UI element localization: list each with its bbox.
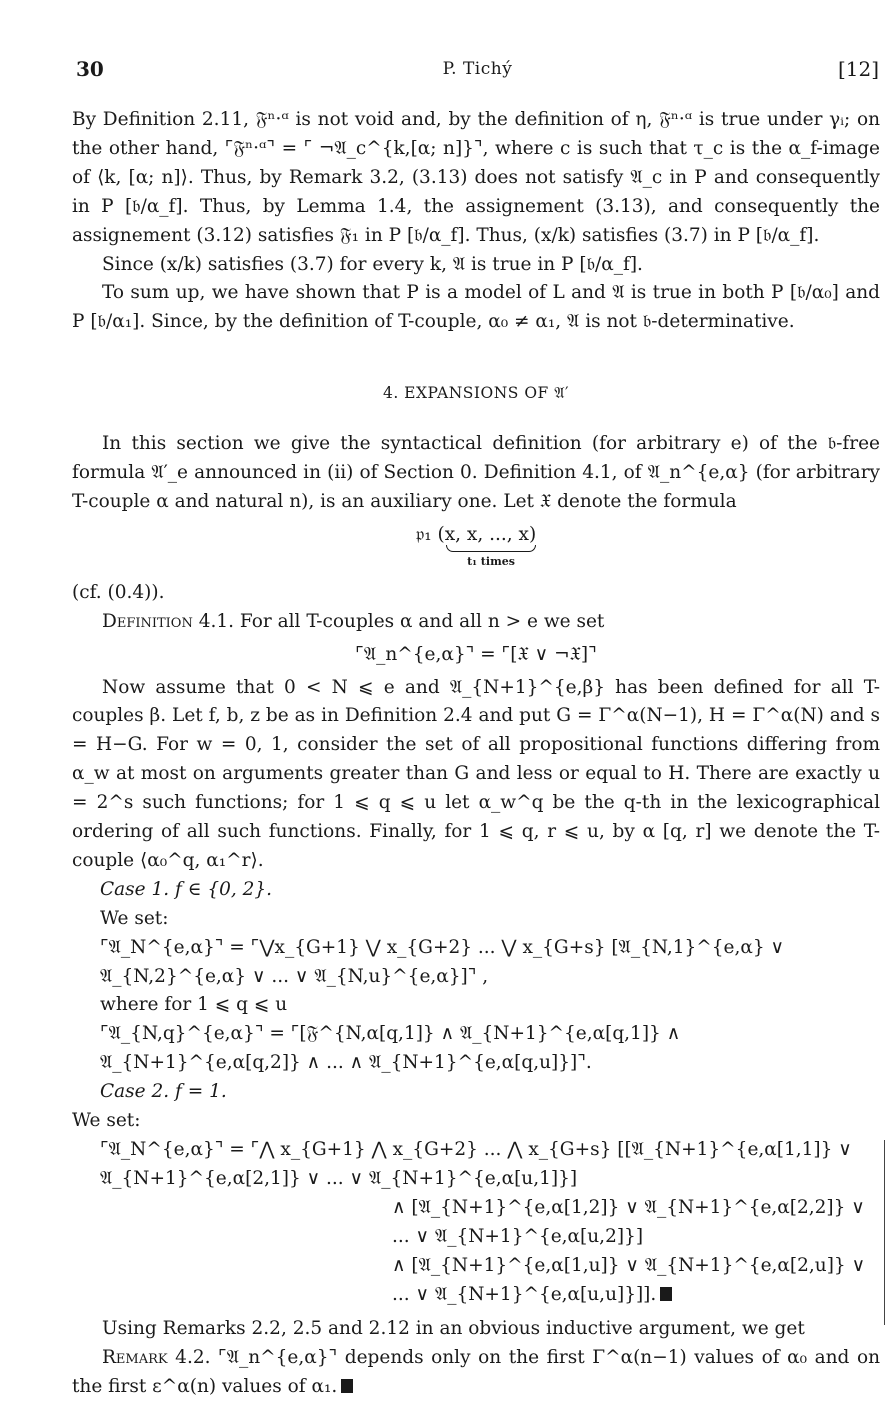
case-1-label: Case 1. f ∈ {0, 2}. bbox=[100, 878, 273, 900]
definition-4-1 bbox=[72, 608, 880, 637]
case-2-formula-3-line bbox=[72, 1252, 880, 1310]
end-of-proof-mark bbox=[660, 1287, 672, 1301]
case-1-formula-1: ⌜𝔄_N^{e,α}⌝ = ⌜⋁x_{G+1} ⋁ x_{G+2} ... ⋁ x_{G+s} [𝔄_{N,1}^{e,α} ∨ 𝔄_{N,2}^{e,α} ∨ ... ∨ 𝔄_{N,u}^{e,α}]⌝ , bbox=[100, 936, 785, 987]
underbrace bbox=[446, 545, 536, 552]
case-1-formula-2: ⌜𝔄_{N,q}^{e,α}⌝ = ⌜[𝔉^{N,α[q,1]} ∧ 𝔄_{N+1}^{e,α[q,1]} ∧ 𝔄_{N+1}^{e,α[q,2]} ∧ ... ∧ 𝔄_{N+1}^{e,α[q,u]}]⌝. bbox=[100, 1023, 681, 1074]
paragraph-now-assume: Now assume that 0 < N ⩽ e and 𝔄_{N+1}^{e,β} has been defined for all T-couples β. Let f, b, z be as in Definition 2.4 and put G = Γ^α(N−1), H = Γ^α(N) and s = H−G. For w = 0, 1, consider the set of all propositional functions differing from α_w at most on arguments greater than G and less or equal to H. There are exactly u = 2^s such functions; for 1 ⩽ q ⩽ u let α_w^q be the q-th in the lexicographical ordering of all such functions. Finally, for 1 ⩽ q, r ⩽ u, by α [q, r] we denote the T-couple ⟨α₀^q, α₁^r⟩. bbox=[72, 676, 880, 871]
underbrace-label: t₁ times bbox=[467, 554, 515, 568]
underbrace-group bbox=[416, 525, 536, 572]
case-2-label: Case 2. f = 1. bbox=[100, 1081, 227, 1103]
case-2-formula-2: ∧ [𝔄_{N+1}^{e,α[1,2]} ∨ 𝔄_{N+1}^{e,α[2,2]} ∨ ... ∨ 𝔄_{N+1}^{e,α[u,2]}] bbox=[392, 1196, 865, 1247]
page-body bbox=[72, 106, 880, 1402]
definition-label: Definition 4.1. bbox=[102, 610, 235, 632]
section-title: 4. EXPANSIONS OF 𝔄′ bbox=[382, 384, 570, 403]
paragraph-definition-2-11: By Definition 2.11, 𝔉ⁿ·ᵅ is not void and, by the definition of η, 𝔉ⁿ·ᵅ is true under γᵢ; on the other hand, ⌜𝔉ⁿ·ᵅ⌝ = ⌜ ¬𝔄_c^{k,[α; n]}⌝, where c is such that τ_c is the α_f-image of ⟨k, [α; n]⟩. Thus, by Remark 3.2, (3.13) does not satisfy 𝔄_c in P and consequently in P [𝔟/α_f]. Thus, by Lemma 1.4, the assignement (3.13), and consequently the assignement (3.12) satisfies 𝔉₁ in P [𝔟/α_f]. Thus, (x/k) satisfies (3.7) in P [𝔟/α_f]. bbox=[72, 109, 880, 246]
formula-x bbox=[72, 525, 880, 575]
cf-reference: (cf. (0.4)). bbox=[72, 581, 165, 603]
page-number: 30 bbox=[76, 57, 104, 81]
we-set-2: We set: bbox=[72, 1110, 141, 1132]
remark-label: Remark 4.2. bbox=[102, 1347, 211, 1369]
definition-formula: ⌜𝔄_n^{e,α}⌝ = ⌜[𝔛 ∨ ¬𝔛]⌝ bbox=[355, 643, 597, 665]
remark-text: ⌜𝔄_n^{e,α}⌝ depends only on the first Γ^α(n−1) values of α₀ and on the first ε^α(n) values of α₁. bbox=[72, 1347, 880, 1398]
page-edge-line bbox=[884, 1140, 885, 1325]
remark-4-2 bbox=[72, 1344, 880, 1402]
formula-x-text: 𝔭₁ (x, x, ..., x) bbox=[415, 523, 537, 545]
paragraph-sum-up: To sum up, we have shown that P is a model of L and 𝔄 is true in both P [𝔟/α₀] and P [𝔟/α₁]. Since, by the definition of T-couple, α₀ ≠ α₁, 𝔄 is not 𝔟-determinative. bbox=[72, 282, 880, 333]
case-2-formula-1: ⌜𝔄_N^{e,α}⌝ = ⌜⋀ x_{G+1} ⋀ x_{G+2} ... ⋀ x_{G+s} [[𝔄_{N+1}^{e,α[1,1]} ∨ 𝔄_{N+1}^{e,α[2,1]} ∨ ... ∨ 𝔄_{N+1}^{e,α[u,1]}] bbox=[100, 1139, 852, 1189]
paragraph-using-remarks: Using Remarks 2.2, 2.5 and 2.12 in an obvious inductive argument, we get bbox=[102, 1318, 805, 1340]
case-2-formula-3: ∧ [𝔄_{N+1}^{e,α[1,u]} ∨ 𝔄_{N+1}^{e,α[2,u]} ∨ ... ∨ 𝔄_{N+1}^{e,α[u,u]}]]. bbox=[392, 1254, 866, 1305]
page-header bbox=[76, 57, 879, 87]
end-of-remark-mark bbox=[341, 1379, 353, 1393]
section-intro: In this section we give the syntactical definition (for arbitrary e) of the 𝔟-free formula 𝔄′_e announced in (ii) of Section 0. Definition 4.1, of 𝔄_n^{e,α} (for arbitrary T-couple α and natural n), is an auxiliary one. Let 𝔛 denote the formula bbox=[72, 433, 880, 512]
reference-tag: [12] bbox=[837, 57, 879, 81]
where-line: where for 1 ⩽ q ⩽ u bbox=[100, 994, 288, 1016]
paragraph-since: Since (x/k) satisfies (3.7) for every k, 𝔄 is true in P [𝔟/α_f]. bbox=[102, 253, 643, 275]
we-set-1: We set: bbox=[100, 907, 169, 929]
running-author: P. Tichý bbox=[442, 59, 513, 79]
definition-text: For all T-couples α and all n > e we set bbox=[234, 610, 605, 632]
